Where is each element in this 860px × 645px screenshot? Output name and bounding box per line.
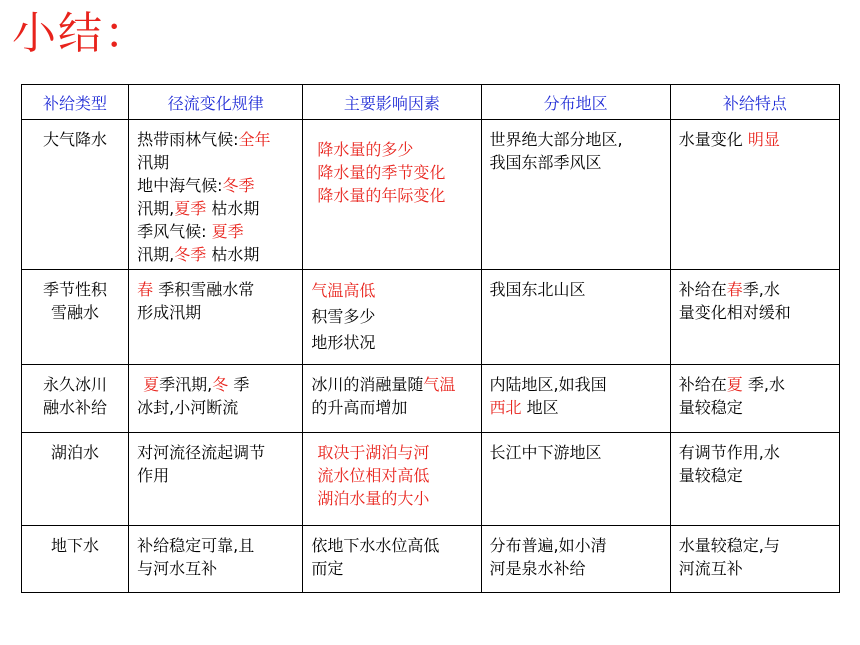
factor-line: 冰川的消融量随 [311, 375, 424, 394]
pattern-line: 季风气候: [137, 222, 207, 241]
region-line: 我国东部季风区 [489, 153, 602, 172]
feature-line: 季,水 [742, 280, 780, 299]
feature-line: 水量较稳定,与 [678, 536, 780, 555]
feature-cell [670, 365, 839, 433]
factors-cell [303, 120, 481, 270]
type-label: 地下水 [51, 536, 100, 555]
factors-cell [303, 433, 481, 526]
header-region: 分布地区 [481, 85, 670, 120]
highlight-text: 明显 [747, 130, 780, 149]
pattern-line: 冰封,小河断流 [137, 398, 239, 417]
feature-line: 量较稳定 [678, 398, 743, 417]
pattern-line: 热带雨林气候: [137, 130, 239, 149]
type-cell [22, 120, 129, 270]
factor-line: 降水量的季节变化 [317, 163, 446, 182]
type-label [22, 365, 128, 419]
feature-text [671, 120, 839, 151]
feature-line: 量较稳定 [678, 466, 743, 485]
highlight-text: 冬 [212, 375, 229, 394]
factor-line: 而定 [311, 559, 344, 578]
highlight-text: 西北 [489, 398, 522, 417]
factors-text [303, 433, 480, 510]
feature-text [671, 365, 839, 419]
factors-text [303, 120, 480, 207]
feature-line: 量变化相对缓和 [678, 303, 791, 322]
feature-line: 水量变化 [678, 130, 743, 149]
factor-line: 积雪多少 [311, 307, 376, 326]
table-row [22, 433, 840, 526]
feature-text [671, 526, 839, 580]
pattern-line: 季积雪融水常 [158, 280, 255, 299]
table-row [22, 526, 840, 593]
region-text: 长江中下游地区 [489, 443, 602, 462]
factors-text [303, 270, 480, 356]
feature-text [671, 270, 839, 324]
pattern-cell [129, 120, 303, 270]
pattern-cell [129, 365, 303, 433]
feature-cell [670, 433, 839, 526]
header-supply-type: 补给类型 [22, 85, 129, 120]
region-text: 我国东北山区 [489, 280, 586, 299]
pattern-line: 汛期, [137, 245, 175, 264]
highlight-text: 春 [726, 280, 743, 299]
page-title: 小结： [12, 8, 150, 59]
feature-cell [670, 270, 839, 365]
pattern-line: 与河水互补 [137, 559, 218, 578]
highlight-text: 气温高低 [311, 281, 376, 300]
type-line: 季节性积 [43, 280, 108, 299]
feature-line: 河流互补 [678, 559, 743, 578]
factors-cell [303, 270, 481, 365]
type-cell [22, 526, 129, 593]
feature-cell [670, 526, 839, 593]
factor-line: 降水量的年际变化 [317, 186, 446, 205]
highlight-text: 冬季 [174, 245, 207, 264]
type-label: 湖泊水 [51, 443, 100, 462]
region-text [482, 365, 670, 419]
feature-cell [670, 120, 839, 270]
region-line: 内陆地区,如我国 [489, 375, 607, 394]
pattern-text [129, 270, 302, 324]
region-cell [481, 365, 670, 433]
type-label: 大气降水 [43, 130, 108, 149]
factor-line: 降水量的多少 [317, 140, 414, 159]
header-main-factors: 主要影响因素 [303, 85, 481, 120]
highlight-text: 夏季 [211, 222, 244, 241]
header-row [22, 85, 840, 120]
region-line: 河是泉水补给 [489, 559, 586, 578]
feature-line: 有调节作用,水 [678, 443, 780, 462]
feature-line: 季,水 [747, 375, 785, 394]
table-row [22, 270, 840, 365]
pattern-text [129, 526, 302, 580]
region-cell [481, 270, 670, 365]
pattern-line: 汛期, [137, 199, 175, 218]
pattern-line: 补给稳定可靠,且 [137, 536, 255, 555]
type-cell [22, 433, 129, 526]
pattern-line: 作用 [137, 466, 170, 485]
header-features: 补给特点 [670, 85, 839, 120]
highlight-text: 冬季 [222, 176, 255, 195]
region-line: 世界绝大部分地区, [489, 130, 623, 149]
pattern-line: 汛期 [137, 153, 170, 172]
table-row [22, 120, 840, 270]
region-cell [481, 120, 670, 270]
header-runoff-pattern: 径流变化规律 [129, 85, 303, 120]
factors-text [303, 365, 480, 419]
feature-line: 补给在 [678, 375, 727, 394]
region-line: 分布普遍,如小清 [489, 536, 607, 555]
summary-table [21, 84, 840, 593]
feature-line: 补给在 [678, 280, 727, 299]
pattern-cell [129, 526, 303, 593]
factors-cell [303, 365, 481, 433]
factors-cell [303, 526, 481, 593]
pattern-line: 季汛期, [159, 375, 213, 394]
pattern-line: 形成汛期 [137, 303, 202, 322]
pattern-cell [129, 433, 303, 526]
highlight-text: 春 [137, 280, 154, 299]
type-cell [22, 365, 129, 433]
pattern-cell [129, 270, 303, 365]
type-label [22, 270, 128, 324]
highlight-text: 夏 [143, 375, 160, 394]
pattern-text [129, 433, 302, 487]
pattern-line: 季 [233, 375, 250, 394]
region-cell [481, 526, 670, 593]
pattern-line: 对河流径流起调节 [137, 443, 266, 462]
region-text [482, 120, 670, 174]
factors-text [303, 526, 480, 580]
region-line: 地区 [526, 398, 559, 417]
pattern-line: 枯水期 [211, 245, 260, 264]
type-cell [22, 270, 129, 365]
type-line: 永久冰川 [43, 375, 108, 394]
highlight-text: 全年 [238, 130, 271, 149]
region-cell [481, 433, 670, 526]
factor-line: 湖泊水量的大小 [317, 489, 430, 508]
factor-line: 依地下水水位高低 [311, 536, 440, 555]
pattern-text [129, 365, 302, 419]
pattern-line: 地中海气候: [137, 176, 223, 195]
highlight-text: 夏 [726, 375, 743, 394]
table-row [22, 365, 840, 433]
highlight-text: 夏季 [174, 199, 207, 218]
type-line: 雪融水 [51, 303, 100, 322]
type-line: 融水补给 [43, 398, 108, 417]
factor-line: 流水位相对高低 [317, 466, 430, 485]
pattern-line: 枯水期 [211, 199, 260, 218]
highlight-text: 气温 [423, 375, 456, 394]
feature-text [671, 433, 839, 487]
pattern-text [129, 120, 302, 266]
factor-line: 地形状况 [311, 333, 376, 352]
factor-line: 取决于湖泊与河 [317, 443, 430, 462]
region-text [482, 526, 670, 580]
factor-line: 的升高而增加 [311, 398, 408, 417]
